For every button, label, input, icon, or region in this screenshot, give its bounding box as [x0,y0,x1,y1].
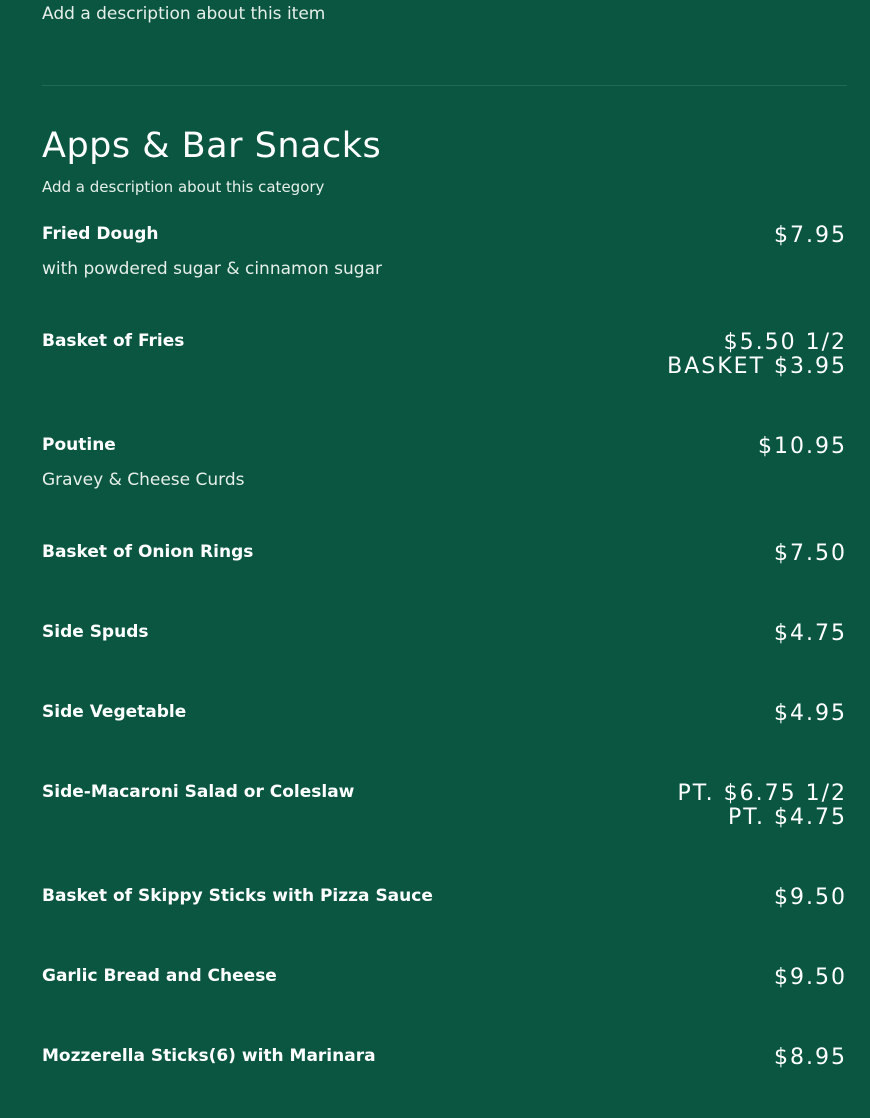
item-price [774,886,847,910]
price-line: $8.95 [774,1045,847,1070]
item-name: Fried Dough [42,224,159,244]
price-line: $7.50 [774,541,847,566]
price-line: $9.50 [774,965,847,990]
item-name: Basket of Fries [42,331,185,351]
item-name: Side-Macaroni Salad or Coleslaw [42,782,355,802]
price-line: PT. $6.75 1/2 [677,781,847,806]
item-price [758,435,847,459]
item-price [667,331,847,379]
item-description: with powdered sugar & cinnamon sugar [42,259,382,279]
item-price [774,224,847,248]
item-description: Gravey & Cheese Curds [42,470,245,490]
price-line: $4.95 [774,701,847,726]
price-line: $10.95 [758,434,847,459]
price-line: $5.50 1/2 [723,330,847,355]
item-price [774,1046,847,1070]
item-name: Side Vegetable [42,702,187,722]
item-price [774,966,847,990]
item-name: Mozzerella Sticks(6) with Marinara [42,1046,376,1066]
category-title: Apps & Bar Snacks [42,126,382,166]
item-price [774,702,847,726]
item-name: Basket of Skippy Sticks with Pizza Sauce [42,886,433,906]
item-price [678,782,847,830]
section-divider [42,85,847,86]
price-line: BASKET $3.95 [667,354,847,379]
item-name: Poutine [42,435,116,455]
price-line: $9.50 [774,885,847,910]
price-line: $7.95 [774,223,847,248]
item-name: Side Spuds [42,622,149,642]
category-description: Add a description about this category [42,178,325,196]
item-name: Garlic Bread and Cheese [42,966,277,986]
previous-item-description: Add a description about this item [42,4,326,24]
item-name: Basket of Onion Rings [42,542,254,562]
item-price [774,542,847,566]
item-price [774,622,847,646]
price-line: PT. $4.75 [727,805,847,830]
price-line: $4.75 [774,621,847,646]
